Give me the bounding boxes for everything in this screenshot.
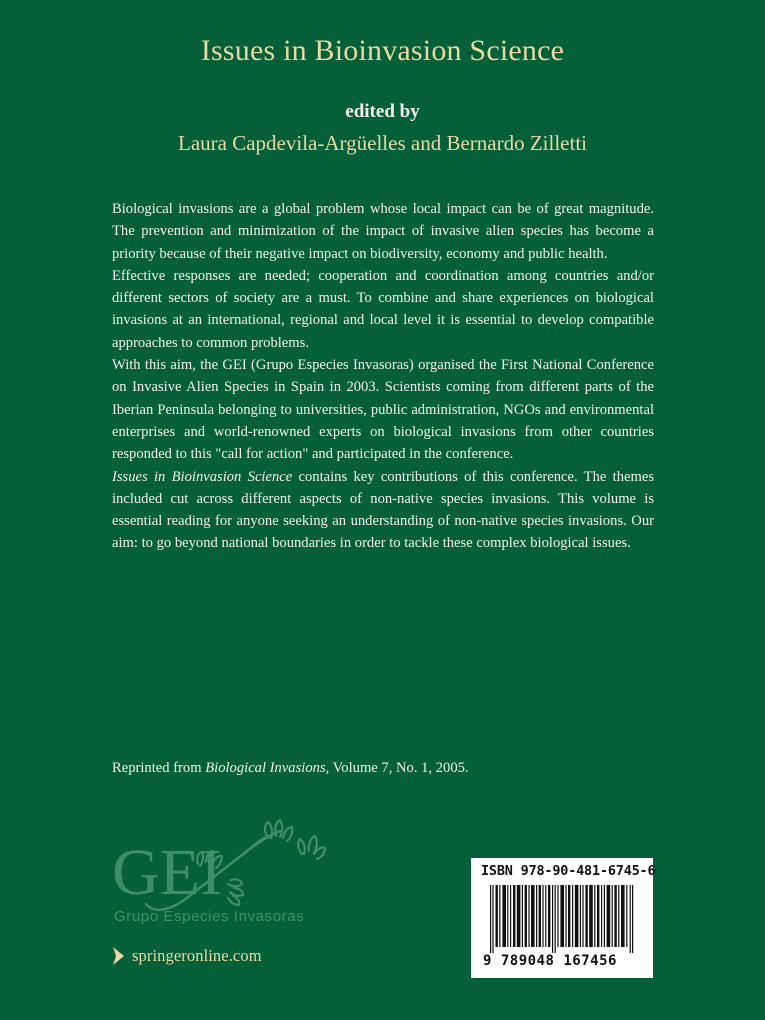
chevron-right-icon (112, 946, 125, 966)
blurb-paragraph-4-rest: contains key contributions of this conference. The themes included cut across different aspects of non-native species invasions. This volume is essential reading for anyone seeking an understanding of non-native species invasions. Our aim: to go beyond national boundaries in order to tackle these complex biological issues. (112, 468, 655, 552)
barcode-bars-graphic (490, 885, 634, 953)
blurb-paragraph-3: With this aim, the GEI (Grupo Especies Invasoras) organised the First National Conference on Invasive Alien Species in Spain in 2003. Scientists coming from different parts of the Iberian Peninsula belonging to universities, public administration, NGOs and environmental enterprises and world-renowned experts on biological invasions from other countries responded to this "call for action" and participated in the conference. (112, 357, 654, 463)
blurb-book-title-italic: Issues in Bioinvasion Science (112, 468, 293, 485)
reprint-prefix: Reprinted from (112, 760, 206, 776)
isbn-barcode (471, 858, 656, 978)
gei-logo (112, 818, 342, 930)
editors-names: Laura Capdevila-Argüelles and Bernardo Zilletti (178, 131, 587, 155)
reprint-notice (112, 760, 469, 777)
blurb-paragraph-4 (112, 466, 654, 555)
blurb-paragraph-1: Biological invasions are a global problem whose local impact can be of great magnitude. The prevention and minimization of the impact of invasive alien species has become a priority because of their negative impact on biodiversity, economy and public health. (112, 201, 654, 262)
reprint-journal-title: Biological Invasions (205, 760, 326, 776)
barcode-ean-digits: 9 789048 167456 (483, 953, 617, 969)
springer-url-text: springeronline.com (132, 946, 262, 965)
blurb-paragraph-2: Effective responses are needed; cooperation and coordination among countries and/or different sectors of society are a must. To combine and share experiences on biological invasions at an international, regional and local level it is essential to develop compatible approaches to common problems. (112, 267, 654, 351)
gei-subtitle-text: Grupo Especies Invasoras (114, 908, 305, 925)
reprint-suffix: , Volume 7, No. 1, 2005. (325, 760, 469, 776)
springer-online-link[interactable] (112, 946, 262, 966)
gei-acronym-text: GEI (112, 836, 222, 909)
edited-by-label: edited by (345, 101, 420, 122)
blurb-text-block (112, 198, 654, 555)
gei-logo-graphic (112, 818, 342, 930)
isbn-number-label: ISBN 978-90-481-6745-6 (481, 863, 656, 879)
page-title: Issues in Bioinvasion Science (200, 34, 565, 67)
